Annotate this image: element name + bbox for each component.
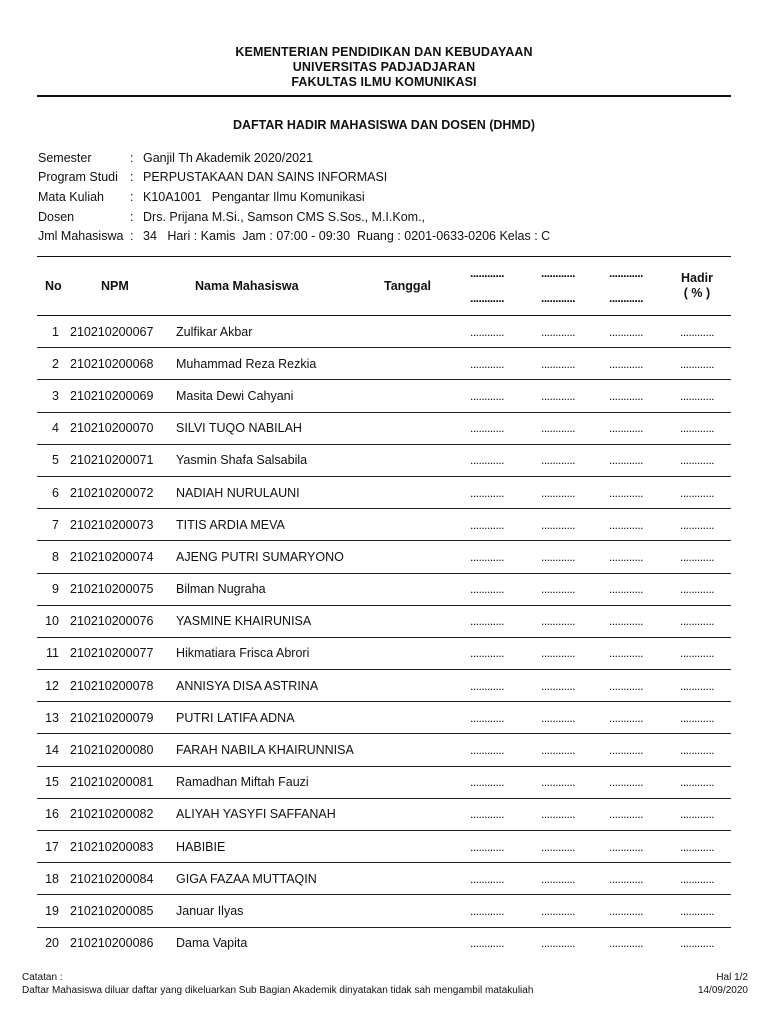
table-header [37, 256, 731, 316]
row-no: 2 [52, 356, 59, 371]
row-no: 20 [45, 936, 59, 951]
table-row [37, 799, 731, 831]
row-date-2: ............ [540, 388, 575, 403]
row-date-2: ............ [540, 775, 575, 790]
row-nama: Masita Dewi Cahyani [176, 388, 294, 403]
info-row-mata-kuliah [38, 187, 738, 207]
row-date-1: ............ [469, 517, 504, 532]
table-row [37, 638, 731, 670]
row-date-3: ............ [608, 743, 643, 758]
row-date-2: ............ [540, 871, 575, 886]
row-hadir: ............ [679, 421, 714, 436]
row-npm: 210210200067 [70, 324, 154, 339]
row-hadir: ............ [679, 614, 714, 629]
row-nama: Zulfikar Akbar [176, 324, 253, 339]
row-no: 3 [52, 388, 59, 403]
table-row [37, 316, 731, 348]
header-nama: Nama Mahasiswa [195, 279, 299, 293]
row-no: 11 [46, 646, 59, 661]
ministry-name: KEMENTERIAN PENDIDIKAN DAN KEBUDAYAAN [235, 45, 533, 59]
row-date-1: ............ [469, 388, 504, 403]
info-value: PERPUSTAKAAN DAN SAINS INFORMASI [143, 170, 388, 185]
row-date-3: ............ [608, 839, 643, 854]
row-nama: AJENG PUTRI SUMARYONO [176, 549, 344, 564]
row-hadir: ............ [679, 388, 714, 403]
info-row-program-studi [38, 168, 738, 188]
info-label: Mata Kuliah [38, 189, 105, 204]
page-number: Hal 1/2 [716, 972, 748, 983]
row-date-1: ............ [469, 775, 504, 790]
info-label: Dosen [38, 209, 75, 224]
row-npm: 210210200070 [70, 421, 154, 436]
row-no: 17 [45, 839, 59, 854]
info-colon: : [130, 170, 134, 185]
header-tanggal: Tanggal [384, 279, 431, 293]
row-date-2: ............ [540, 678, 575, 693]
row-npm: 210210200071 [70, 453, 154, 468]
row-date-1: ............ [469, 453, 504, 468]
document-header [0, 45, 768, 90]
row-no: 6 [52, 485, 59, 500]
row-npm: 210210200068 [70, 356, 154, 371]
row-date-2: ............ [540, 324, 575, 339]
row-nama: Muhammad Reza Rezkia [176, 356, 317, 371]
row-date-1: ............ [469, 485, 504, 500]
table-row [37, 670, 731, 702]
row-date-3: ............ [608, 356, 643, 371]
row-date-3: ............ [608, 582, 643, 597]
row-date-2: ............ [540, 936, 575, 951]
row-hadir: ............ [679, 517, 714, 532]
row-npm: 210210200080 [70, 743, 154, 758]
row-hadir: ............ [679, 324, 714, 339]
info-value: Drs. Prijana M.Si., Samson CMS S.Sos., M.I.Kom., [143, 209, 426, 224]
faculty-name: FAKULTAS ILMU KOMUNIKASI [291, 75, 477, 89]
attendance-table [37, 256, 731, 959]
table-row [37, 606, 731, 638]
row-date-1: ............ [469, 646, 504, 661]
row-no: 9 [52, 582, 59, 597]
row-hadir: ............ [679, 903, 714, 918]
row-date-2: ............ [540, 710, 575, 725]
row-date-3: ............ [608, 903, 643, 918]
row-date-3: ............ [608, 775, 643, 790]
table-row [37, 734, 731, 766]
row-date-3: ............ [608, 421, 643, 436]
row-npm: 210210200069 [70, 388, 154, 403]
row-hadir: ............ [679, 839, 714, 854]
info-colon: : [130, 150, 134, 165]
row-date-2: ............ [540, 807, 575, 822]
table-row [37, 574, 731, 606]
row-nama: SILVI TUQO NABILAH [176, 421, 302, 436]
row-date-1: ............ [469, 421, 504, 436]
row-hadir: ............ [679, 936, 714, 951]
row-hadir: ............ [679, 485, 714, 500]
header-date-2-top: ............ [540, 266, 575, 280]
header-date-3-bottom: ............ [608, 291, 643, 305]
row-date-1: ............ [469, 678, 504, 693]
row-date-3: ............ [608, 710, 643, 725]
table-row [37, 413, 731, 445]
row-npm: 210210200079 [70, 710, 154, 725]
info-value: 34 Hari : Kamis Jam : 07:00 - 09:30 Ruang : 0201-0633-0206 Kelas : C [143, 229, 551, 244]
header-divider [37, 95, 731, 97]
row-date-2: ............ [540, 839, 575, 854]
table-row [37, 477, 731, 509]
row-hadir: ............ [679, 549, 714, 564]
row-nama: Ramadhan Miftah Fauzi [176, 775, 309, 790]
row-hadir: ............ [679, 646, 714, 661]
row-date-2: ............ [540, 517, 575, 532]
row-date-3: ............ [608, 324, 643, 339]
row-date-3: ............ [608, 646, 643, 661]
row-date-3: ............ [608, 936, 643, 951]
header-date-2-bottom: ............ [540, 291, 575, 305]
table-row [37, 541, 731, 573]
row-npm: 210210200081 [70, 775, 154, 790]
row-date-2: ............ [540, 421, 575, 436]
row-hadir: ............ [679, 356, 714, 371]
info-colon: : [130, 229, 134, 244]
header-hadir-unit: ( % ) [683, 286, 711, 300]
row-hadir: ............ [679, 582, 714, 597]
row-nama: HABIBIE [176, 839, 226, 854]
row-date-3: ............ [608, 453, 643, 468]
row-npm: 210210200085 [70, 903, 154, 918]
document-title: DAFTAR HADIR MAHASISWA DAN DOSEN (DHMD) [232, 118, 536, 132]
info-label: Semester [38, 150, 92, 165]
header-date-1-bottom: ............ [469, 291, 504, 305]
info-label: Jml Mahasiswa [38, 229, 124, 244]
row-date-1: ............ [469, 324, 504, 339]
row-no: 15 [45, 775, 59, 790]
row-no: 14 [45, 743, 59, 758]
info-colon: : [130, 189, 134, 204]
table-row [37, 767, 731, 799]
row-date-1: ............ [469, 743, 504, 758]
row-no: 4 [52, 421, 59, 436]
row-no: 13 [45, 710, 59, 725]
row-hadir: ............ [679, 871, 714, 886]
course-info [38, 148, 738, 246]
row-date-2: ............ [540, 743, 575, 758]
row-nama: GIGA FAZAA MUTTAQIN [176, 871, 317, 886]
row-date-2: ............ [540, 356, 575, 371]
row-nama: TITIS ARDIA MEVA [176, 517, 285, 532]
row-npm: 210210200073 [70, 517, 154, 532]
info-row-jml-mahasiswa [38, 226, 738, 246]
row-date-3: ............ [608, 388, 643, 403]
row-npm: 210210200086 [70, 936, 154, 951]
row-npm: 210210200083 [70, 839, 154, 854]
row-nama: YASMINE KHAIRUNISA [176, 614, 312, 629]
row-date-1: ............ [469, 356, 504, 371]
row-date-1: ............ [469, 871, 504, 886]
row-date-1: ............ [469, 710, 504, 725]
info-value: K10A1001 Pengantar Ilmu Komunikasi [143, 189, 365, 204]
table-row [37, 348, 731, 380]
row-date-2: ............ [540, 582, 575, 597]
header-hadir-label: Hadir [681, 271, 713, 285]
row-nama: PUTRI LATIFA ADNA [176, 710, 295, 725]
row-date-3: ............ [608, 549, 643, 564]
row-nama: ANNISYA DISA ASTRINA [176, 678, 319, 693]
row-date-3: ............ [608, 614, 643, 629]
row-hadir: ............ [679, 775, 714, 790]
row-npm: 210210200076 [70, 614, 154, 629]
row-date-2: ............ [540, 903, 575, 918]
row-date-1: ............ [469, 807, 504, 822]
row-no: 8 [52, 549, 59, 564]
table-row [37, 831, 731, 863]
row-date-2: ............ [540, 485, 575, 500]
table-row [37, 380, 731, 412]
table-row [37, 928, 731, 959]
row-nama: Yasmin Shafa Salsabila [176, 453, 308, 468]
row-date-3: ............ [608, 678, 643, 693]
row-no: 16 [45, 807, 59, 822]
header-hadir [667, 257, 727, 315]
header-date-1-top: ............ [469, 266, 504, 280]
row-date-1: ............ [469, 614, 504, 629]
row-no: 7 [52, 517, 59, 532]
footer-note: Daftar Mahasiswa diluar daftar yang dikeluarkan Sub Bagian Akademik dinyatakan tidak sah mengambil matakuliah [22, 984, 534, 996]
row-date-2: ............ [540, 646, 575, 661]
row-npm: 210210200084 [70, 871, 154, 886]
row-date-1: ............ [469, 839, 504, 854]
info-label: Program Studi [38, 170, 118, 185]
row-date-2: ............ [540, 614, 575, 629]
row-npm: 210210200075 [70, 582, 154, 597]
row-date-3: ............ [608, 485, 643, 500]
info-value: Ganjil Th Akademik 2020/2021 [143, 150, 314, 165]
catatan-label: Catatan : [22, 972, 63, 983]
page-info [698, 972, 748, 997]
row-date-1: ............ [469, 903, 504, 918]
row-hadir: ............ [679, 807, 714, 822]
row-hadir: ............ [679, 710, 714, 725]
header-date-3-top: ............ [608, 266, 643, 280]
row-nama: Januar Ilyas [176, 903, 244, 918]
row-npm: 210210200082 [70, 807, 154, 822]
row-date-1: ............ [469, 549, 504, 564]
table-row [37, 895, 731, 927]
row-no: 19 [45, 903, 59, 918]
row-hadir: ............ [679, 453, 714, 468]
row-date-3: ............ [608, 871, 643, 886]
row-nama: Hikmatiara Frisca Abrori [176, 646, 310, 661]
print-date: 14/09/2020 [697, 984, 748, 996]
row-no: 10 [45, 614, 59, 629]
row-hadir: ............ [679, 743, 714, 758]
row-nama: Dama Vapita [176, 936, 248, 951]
row-nama: Bilman Nugraha [176, 582, 266, 597]
row-date-2: ............ [540, 549, 575, 564]
university-name: UNIVERSITAS PADJADJARAN [292, 60, 476, 74]
table-body [37, 316, 731, 959]
row-npm: 210210200072 [70, 485, 154, 500]
row-nama: NADIAH NURULAUNI [176, 485, 300, 500]
row-no: 1 [52, 324, 59, 339]
row-date-2: ............ [540, 453, 575, 468]
document-footer [22, 972, 748, 997]
row-date-1: ............ [469, 936, 504, 951]
row-date-3: ............ [608, 807, 643, 822]
row-date-1: ............ [469, 582, 504, 597]
row-no: 12 [45, 678, 59, 693]
table-row [37, 445, 731, 477]
table-row [37, 509, 731, 541]
table-row [37, 863, 731, 895]
info-row-semester [38, 148, 738, 168]
table-row [37, 702, 731, 734]
row-no: 18 [45, 871, 59, 886]
row-npm: 210210200074 [70, 549, 154, 564]
header-no: No [45, 279, 62, 293]
header-npm: NPM [101, 279, 129, 293]
row-npm: 210210200077 [70, 646, 154, 661]
row-date-3: ............ [608, 517, 643, 532]
row-nama: ALIYAH YASYFI SAFFANAH [176, 807, 336, 822]
info-row-dosen [38, 207, 738, 227]
row-nama: FARAH NABILA KHAIRUNNISA [176, 743, 354, 758]
info-colon: : [130, 209, 134, 224]
row-hadir: ............ [679, 678, 714, 693]
row-no: 5 [52, 453, 59, 468]
row-npm: 210210200078 [70, 678, 154, 693]
